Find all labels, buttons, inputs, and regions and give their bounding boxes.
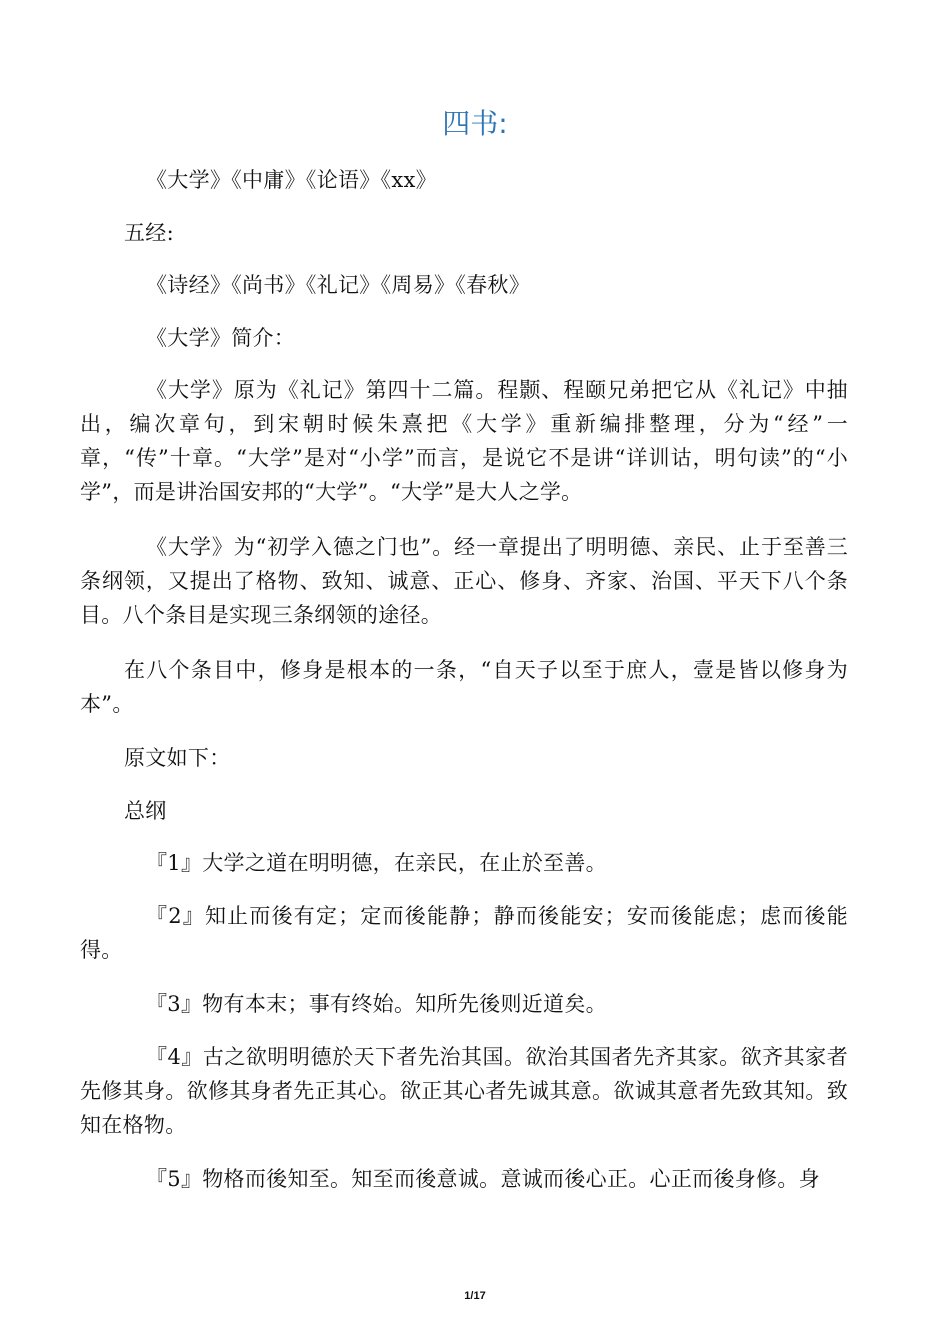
paragraph-daxue-intro-heading: 《大学》简介： xyxy=(146,326,296,350)
paragraph-self-cultivation: 在八个条目中，修身是根本的一条，“自天子以至于庶人，壹是皆以修身为本”。 xyxy=(80,658,848,716)
paragraph-five-classics-heading: 五经: xyxy=(124,221,174,245)
paragraph-original-text-heading: 原文如下： xyxy=(124,746,231,770)
paragraph-verse-3: 『3』物有本末；事有终始。知所先後则近道矣。 xyxy=(146,992,607,1016)
page-title: 四书: xyxy=(442,107,508,140)
paragraph-four-books-list: 《大学》《中庸》《论语》《xx》 xyxy=(146,168,437,192)
paragraph-five-classics-list: 《诗经》《尚书》《礼记》《周易》《春秋》 xyxy=(146,273,530,297)
paragraph-verse-5: 『5』物格而後知至。知至而後意诚。意诚而後心正。心正而後身修。身 xyxy=(146,1167,820,1191)
paragraph-daxue-outline: 《大学》为“初学入德之门也”。经一章提出了明明德、亲民、止于至善三条纲领，又提出了格物、致知、诚意、正心、修身、齐家、治国、平天下八个条目。八个条目是实现三条纲领的途径。 xyxy=(80,535,848,627)
page-number: 1/17 xyxy=(464,1290,486,1302)
paragraph-verse-2: 『2』知止而後有定；定而後能静；静而後能安；安而後能虑；虑而後能得。 xyxy=(80,904,848,962)
paragraph-daxue-origin: 《大学》原为《礼记》第四十二篇。程颢、程颐兄弟把它从《礼记》中抽出，编次章句，到宋朝时候朱熹把《大学》重新编排整理，分为“经”一章，“传”十章。“大学”是对“小学”而言，是说它不是讲“详训诂，明句读”的“小学”，而是讲治国安邦的“大学”。“大学”是大人之学。 xyxy=(80,378,848,504)
paragraph-verse-1: 『1』大学之道在明明德，在亲民，在止於至善。 xyxy=(146,851,607,875)
paragraph-general-outline-heading: 总纲 xyxy=(124,799,167,823)
paragraph-verse-4: 『4』古之欲明明德於天下者先治其国。欲治其国者先齐其家。欲齐其家者先修其身。欲修其身者先正其心。欲正其心者先诚其意。欲诚其意者先致其知。致知在格物。 xyxy=(80,1045,848,1137)
